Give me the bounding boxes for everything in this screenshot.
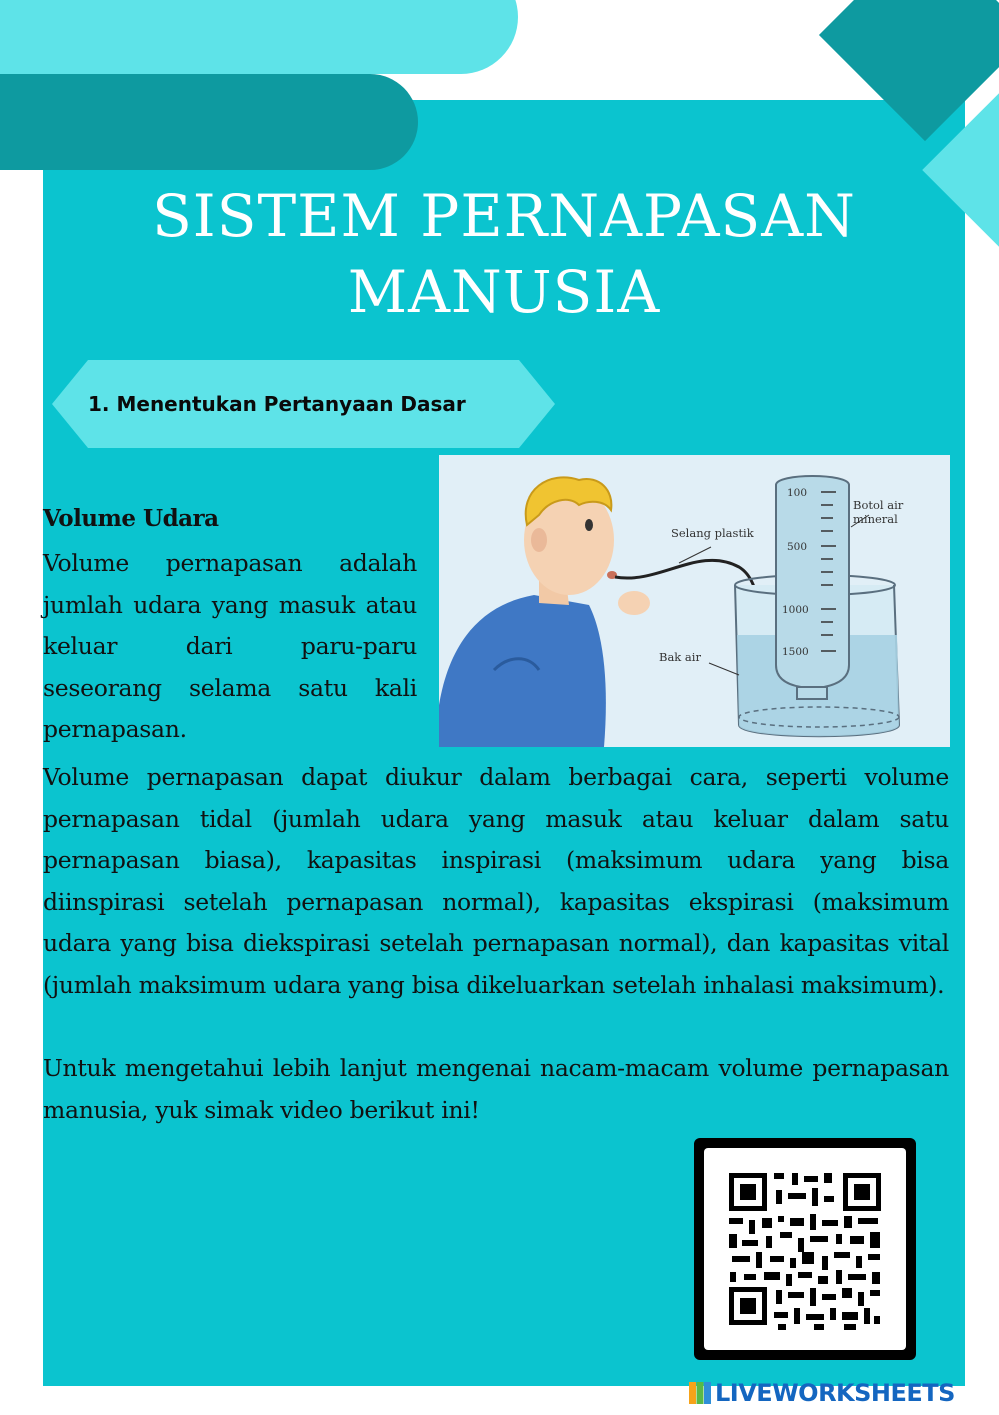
title-line-1: SISTEM PERNAPASAN [152,182,856,250]
decor-shape-light [0,0,518,74]
page-title [43,178,965,330]
label-selang: Selang plastik [671,526,754,540]
section-banner-label: 1. Menentukan Pertanyaan Dasar [88,392,466,416]
liveworksheets-logo-icon [689,1382,711,1404]
qr-pattern [704,1148,906,1350]
liveworksheets-text: LIVEWORKSHEETS [715,1379,955,1407]
spirometer-illustration [439,455,950,747]
scale-500: 500 [787,541,808,553]
section-heading: Volume Udara [43,505,219,532]
liveworksheets-brand[interactable] [689,1378,955,1408]
paragraph-video-prompt: Untuk mengetahui lebih lanjut mengenai nacam-macam volume pernapasan manusia, yuk simak video berikut ini! [43,1054,949,1124]
illustration-svg [439,455,950,747]
label-botol-2: mineral [853,512,898,526]
boy-hand [618,591,650,615]
scale-1000: 1000 [782,604,809,616]
label-bak: Bak air [659,650,701,664]
title-line-2: MANUSIA [347,258,661,326]
scale-100: 100 [787,487,808,499]
qr-code-inner [704,1148,906,1350]
decor-shape-dark [0,74,418,170]
section-banner [52,360,555,448]
scale-1500: 1500 [782,646,809,658]
label-botol-1: Botol air [853,498,904,512]
paragraph-definition: Volume pernapasan adalah jumlah udara yang masuk atau keluar dari paru-paru seseorang selama satu kali pernapasan. [43,549,417,743]
paragraph-measurement: Volume pernapasan dapat diukur dalam berbagai cara, seperti volume pernapasan tidal (jumlah udara yang masuk atau keluar dalam satu pernapasan biasa), kapasitas inspirasi (maksimum udara yang bisa diinspirasi setelah pernapasan normal), kapasitas ekspirasi (maksimum udara yang bisa diekspirasi setelah pernapasan normal), dan kapasitas vital (jumlah maksimum udara yang bisa dikeluarkan setelah inhalasi maksimum). [43,763,949,999]
qr-code[interactable] [694,1138,916,1360]
boy-shirt [439,595,606,747]
